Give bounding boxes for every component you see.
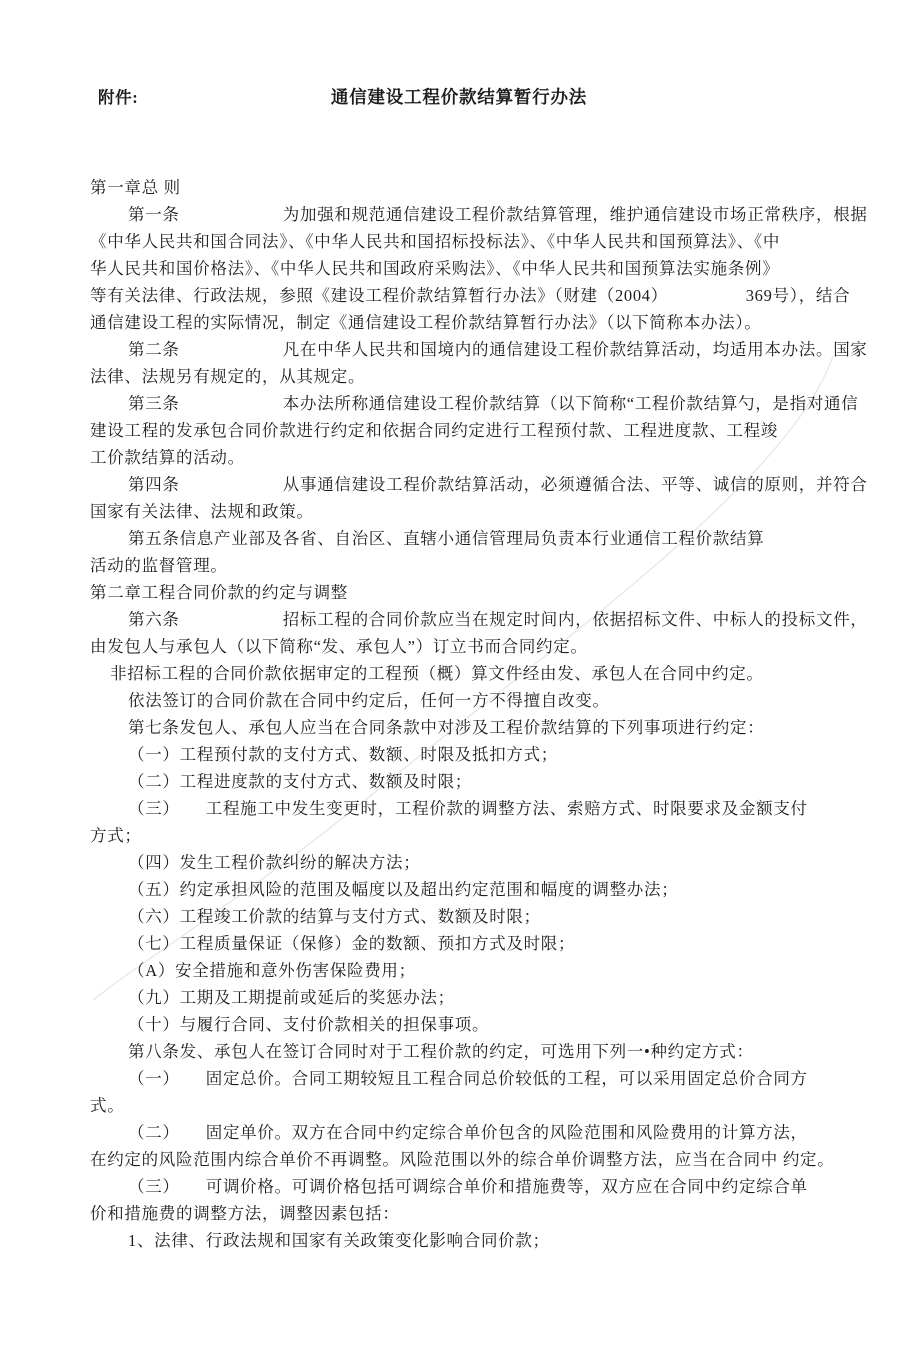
text-line: （三） 可调价格。可调价格包括可调综合单价和措施费等，双方应在合同中约定综合单: [128, 1177, 808, 1196]
text-line: （六）工程竣工价款的结算与支付方式、数额及时限；: [128, 907, 541, 926]
text-line: （九）工期及工期提前或延后的奖惩办法；: [128, 988, 455, 1007]
text-line: （四）发生工程价款纠纷的解决方法；: [128, 853, 421, 872]
text-line: （二）工程进度款的支付方式、数额及时限；: [128, 772, 472, 791]
text-line: 第八条发、承包人在签订合同时对于工程价款的约定，可选用下列一•种约定方式：: [128, 1042, 754, 1061]
text-line: 建设工程的发承包合同价款进行约定和依据合同约定进行工程预付款、工程进度款、工程竣: [90, 421, 778, 440]
text-line: 非招标工程的合同价款依据审定的工程预（概）算文件经由发、承包人在合同中约定。: [110, 664, 764, 683]
text-line: 工价款结算的活动。: [90, 448, 245, 467]
text-line: 第一章总 则: [90, 178, 181, 197]
text-line: 第一条 为加强和规范通信建设工程价款结算管理，维护通信建设市场正常秩序，根据: [128, 205, 868, 224]
text-line: 由发包人与承包人（以下简称“发、承包人”）订立书而合同约定。: [90, 637, 588, 656]
text-line: 第二条 凡在中华人民共和国境内的通信建设工程价款结算活动，均适用本办法。国家: [128, 340, 868, 359]
text-line: 国家有关法律、法规和政策。: [90, 502, 314, 521]
text-line: （七）工程质量保证（保修）金的数额、预扣方式及时限；: [128, 934, 576, 953]
text-line: 法律、法规另有规定的，从其规定。: [90, 367, 366, 386]
text-line: 在约定的风险范围内综合单价不再调整。风险范围以外的综合单价调整方法，应当在合同中 约定。: [90, 1150, 835, 1169]
text-line: 等有关法律、行政法规，参照《建设工程价款结算暂行办法》（财建（2004） 369号），结合: [90, 286, 851, 305]
page-header: [90, 84, 828, 111]
text-line: 第四条 从事通信建设工程价款结算活动，必须遵循合法、平等、诚信的原则，并符合: [128, 475, 868, 494]
text-line: 《中华人民共和国合同法》、《中华人民共和国招标投标法》、《中华人民共和国预算法》、《中: [90, 232, 781, 251]
text-line: 第五条信息产业部及各省、自治区、直辖小通信管理局负责本行业通信工程价款结算: [128, 529, 765, 548]
text-line: 第七条发包人、承包人应当在合同条款中对涉及工程价款结算的下列事项进行约定：: [128, 718, 765, 737]
text-line: （一）工程预付款的支付方式、数额、时限及抵扣方式；: [128, 745, 558, 764]
text-line: （五）约定承担风险的范围及幅度以及超出约定范围和幅度的调整办法；: [128, 880, 679, 899]
text-line: 通信建设工程的实际情况，制定《通信建设工程价款结算暂行办法》（以下简称本办法）。: [90, 313, 762, 332]
text-line: 方式；: [90, 826, 142, 845]
text-line: （三） 工程施工中发生变更时，工程价款的调整方法、索赔方式、时限要求及金额支付: [128, 799, 808, 818]
text-line: （二） 固定单价。双方在合同中约定综合单价包含的风险范围和风险费用的计算方法，: [128, 1123, 808, 1142]
text-line: （十）与履行合同、支付价款相关的担保事项。: [128, 1015, 490, 1034]
document-body: [90, 174, 868, 1254]
attachment-label: 附件:: [98, 88, 139, 107]
text-line: 第六条 招标工程的合同价款应当在规定时间内，依据招标文件、中标人的投标文件，: [128, 610, 868, 629]
text-line: （A）安全措施和意外伤害保险费用；: [128, 961, 416, 980]
text-line: 活动的监督管理。: [90, 556, 228, 575]
text-line: （一） 固定总价。合同工期较短且工程合同总价较低的工程，可以采用固定总价合同方: [128, 1069, 808, 1088]
text-line: 式。: [90, 1096, 125, 1115]
document-title: 通信建设工程价款结算暂行办法: [330, 87, 588, 107]
text-line: 价和措施费的调整方法，调整因素包括：: [90, 1204, 400, 1223]
text-line: 1、法律、行政法规和国家有关政策变化影响合同价款；: [128, 1231, 550, 1250]
text-line: 依法签订的合同价款在合同中约定后，任何一方不得擅自改变。: [128, 691, 610, 710]
text-line: 第三条 本办法所称通信建设工程价款结算（以下简称“工程价款结算勺，是指对通信: [128, 394, 859, 413]
text-line: 第二章工程合同价款的约定与调整: [90, 583, 348, 602]
text-line: 华人民共和国价格法》、《中华人民共和国政府采购法》、《中华人民共和国预算法实施条例》: [90, 259, 780, 278]
